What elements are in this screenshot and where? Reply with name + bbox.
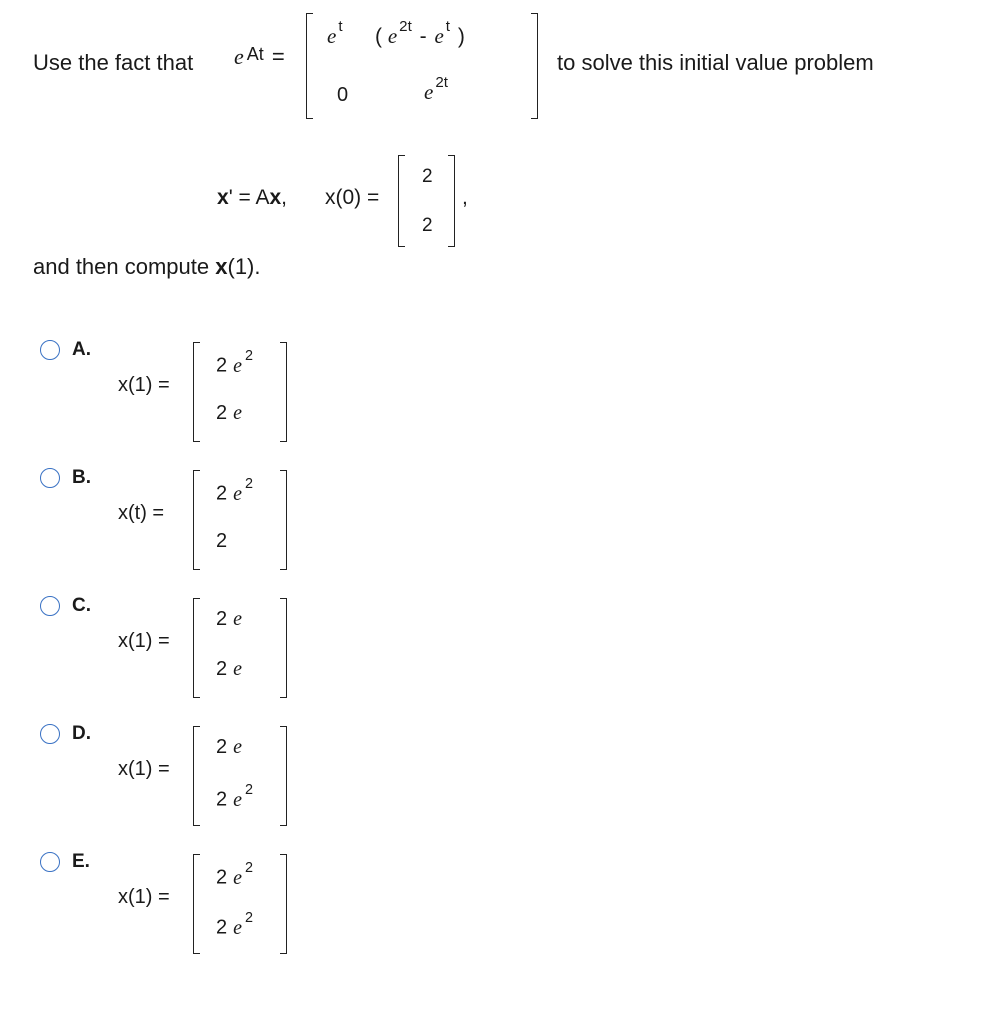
ivp-lhs: ' = A <box>228 186 270 209</box>
ivp-lhs-bold: x <box>269 186 282 209</box>
option-lhs: x(t) = <box>118 502 165 524</box>
option-right-bracket <box>280 598 287 698</box>
option-radio[interactable] <box>40 724 60 744</box>
option-radio[interactable] <box>40 468 60 488</box>
init-left-bracket <box>398 155 405 247</box>
init-vector-top: 2 <box>422 166 433 187</box>
init-vector-bottom: 2 <box>422 215 433 236</box>
option-radio[interactable] <box>40 596 60 616</box>
option-lhs: x(1) = <box>118 886 170 908</box>
ivp-trailing-comma: , <box>462 186 468 209</box>
option-right-bracket <box>280 854 287 954</box>
ivp-equation: x' = Ax, <box>217 186 288 209</box>
matrix-right-bracket <box>531 13 538 119</box>
compute-instruction: and then compute x(1). <box>33 254 261 279</box>
option-radio[interactable] <box>40 852 60 872</box>
option-letter: C. <box>72 595 91 616</box>
option-left-bracket <box>193 726 200 826</box>
option-vector-top: 2 e <box>216 736 243 758</box>
option-letter: D. <box>72 723 91 744</box>
exp-base: e <box>234 44 244 69</box>
option-vector-top: 2 e $^2$ <box>216 860 254 889</box>
option-right-bracket <box>280 726 287 826</box>
question-after-matrix: to solve this initial value problem <box>557 50 874 75</box>
option-lhs: x(1) = <box>118 374 170 396</box>
option-right-bracket <box>280 470 287 570</box>
matrix-r2c2: e $^{2t}$ <box>424 74 448 104</box>
question-intro: Use the fact that <box>33 50 194 75</box>
option-vector-bottom: 2 <box>216 530 228 552</box>
option-letter: B. <box>72 467 91 488</box>
option-letter: E. <box>72 851 90 872</box>
option-left-bracket <box>193 470 200 570</box>
option-letter: A. <box>72 339 91 360</box>
option-lhs: x(1) = <box>118 630 170 652</box>
option-vector-bottom: 2 e $^2$ <box>216 910 254 939</box>
option-vector-bottom: 2 e <box>216 402 243 424</box>
option-lhs: x(1) = <box>118 758 170 780</box>
option-right-bracket <box>280 342 287 442</box>
matrix-r1c1: e $^t$ <box>327 18 343 48</box>
matrix-r1c2: ( e $^{2t}$ - e $^t$ ) <box>375 18 465 48</box>
matrix-left-bracket <box>306 13 313 119</box>
option-left-bracket <box>193 342 200 442</box>
ivp-x-bold: x <box>217 186 229 209</box>
option-left-bracket <box>193 854 200 954</box>
init-right-bracket <box>448 155 455 247</box>
option-vector-top: 2 e $^2$ <box>216 348 254 377</box>
option-vector-top: 2 e <box>216 608 243 630</box>
option-vector-bottom: 2 e $^2$ <box>216 782 254 811</box>
option-left-bracket <box>193 598 200 698</box>
exp-power: At <box>246 44 264 64</box>
option-vector-bottom: 2 e <box>216 658 243 680</box>
matrix-r2c1: 0 <box>337 84 349 106</box>
option-vector-top: 2 e $^2$ <box>216 476 254 505</box>
ivp-initial-condition: x(0) = <box>325 186 380 209</box>
exp-at-expression <box>234 44 285 70</box>
option-radio[interactable] <box>40 340 60 360</box>
equals-sign: = <box>271 44 285 69</box>
